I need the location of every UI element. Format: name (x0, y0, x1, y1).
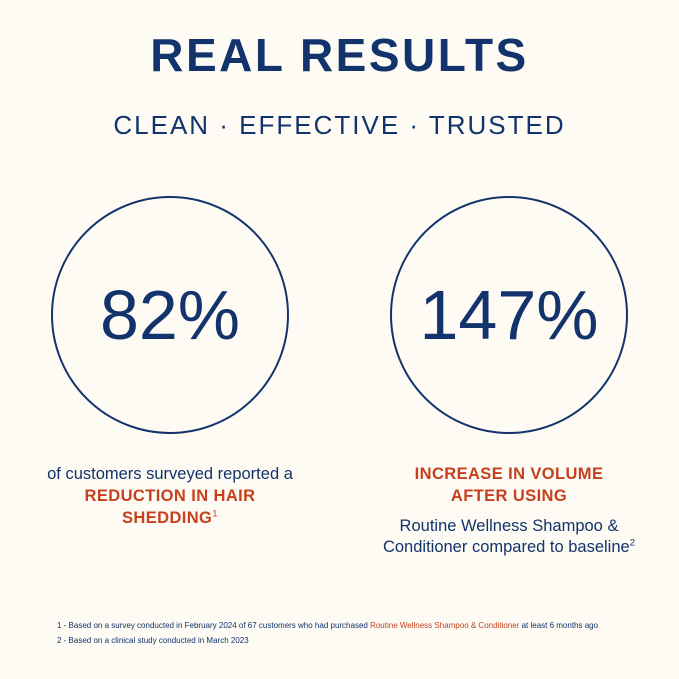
caption-line-2: AFTER USING (450, 486, 568, 505)
stat-value: 147% (419, 276, 599, 354)
footnote-marker: 2 (629, 537, 636, 549)
caption-line-3: Routine Wellness Shampoo & (399, 516, 619, 535)
footnote-2: 2 - Based on a clinical study conducted in March 2023 (57, 636, 249, 646)
caption-line-4 (349, 537, 669, 559)
footnote-1-product: Routine Wellness Shampoo & Conditioner (370, 621, 520, 630)
page-subtitle: CLEAN · EFFECTIVE · TRUSTED (113, 110, 566, 140)
caption-line-2: REDUCTION IN HAIR (84, 486, 256, 505)
caption-line-3 (10, 508, 330, 530)
stat-block-shedding (1, 196, 340, 529)
stat-circle (390, 196, 628, 434)
caption-line-3-text: SHEDDING (122, 508, 213, 527)
stat-caption (10, 464, 330, 529)
footnote-1-suffix: at least 6 months ago (519, 621, 599, 630)
footnotes (57, 618, 598, 648)
stat-value: 82% (99, 276, 241, 354)
footnote-1 (57, 618, 598, 633)
stat-caption (349, 464, 669, 559)
stat-circle (51, 196, 289, 434)
footnote-1-prefix: 1 - Based on a survey conducted in February 2024 of 67 customers who had purchased (57, 621, 371, 630)
stats-row (0, 196, 679, 559)
stat-block-volume (340, 196, 679, 559)
caption-line-4-text: Conditioner compared to baseline (382, 538, 630, 557)
caption-line-1: of customers surveyed reported a (47, 465, 293, 483)
footnote-marker: 1 (212, 508, 218, 520)
page-title: REAL RESULTS (150, 29, 529, 81)
caption-line-1: INCREASE IN VOLUME (414, 465, 604, 483)
